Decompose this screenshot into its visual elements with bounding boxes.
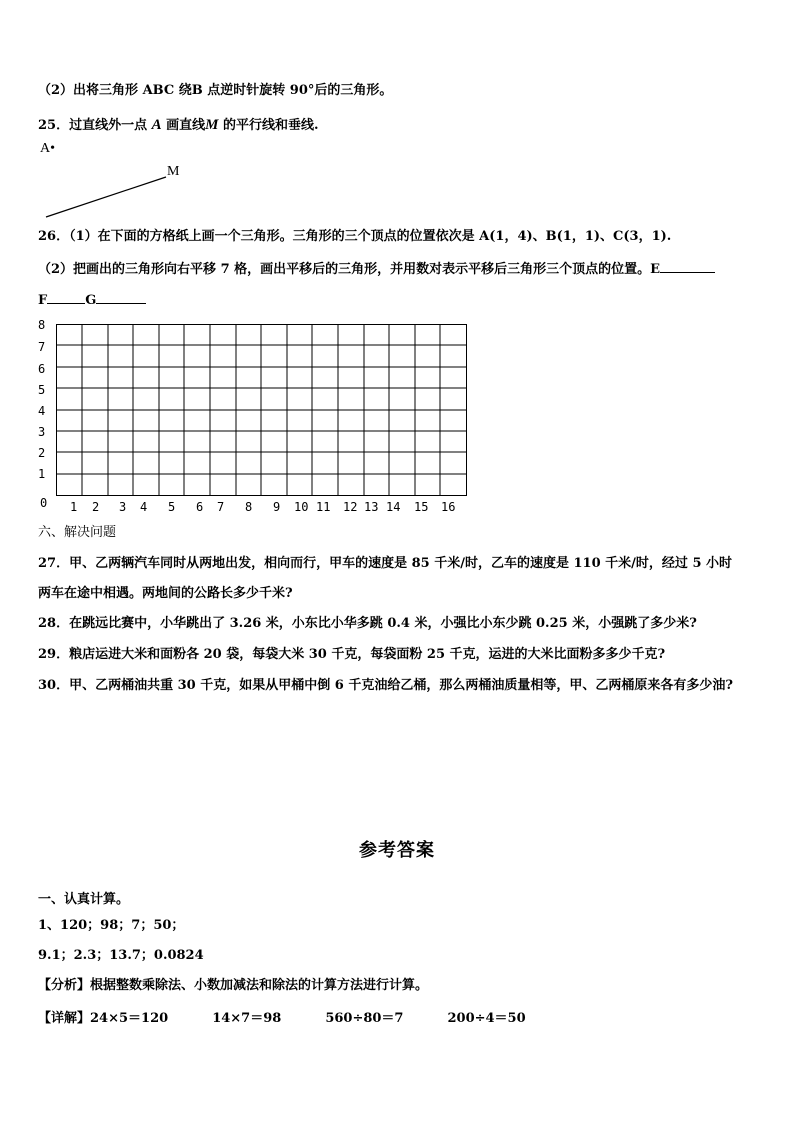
section-6-heading: 六、解决问题 [38,525,117,540]
point-a-label: A• [40,141,56,156]
x-label-12: 12 [343,500,358,514]
x-label-15: 15 [414,500,429,514]
q24-part2-text: （2）出将三角形 ABC 绕B 点逆时针旋转 90°后的三角形。 [38,83,393,98]
grid-paper[interactable] [56,324,466,495]
q26-part2-label: （2）把画出的三角形向右平移 7 格，画出平移后的三角形，并用数对表示平移后三角形三个顶点的位置。E [38,262,661,277]
detail-item: 14×7＝98 [212,1011,282,1026]
q26-blanks-fg [38,290,146,310]
q30-text: 30．甲、乙两桶油共重 30 千克，如果从甲桶中倒 6 千克油给乙桶，那么两桶油质量相等，甲、乙两桶原来各有多少油? [38,678,733,693]
detail-item: 560÷80＝7 [325,1011,404,1026]
blank-g-label: G [85,293,97,308]
answers-title: 参考答案 [359,840,435,861]
detail-item: 200÷4＝50 [447,1011,526,1026]
q25-line-m: M [205,117,219,133]
q28-text: 28．在跳远比赛中，小华跳出了 3.26 米，小东比小华多跳 0.4 米，小强比小东少跳 0.25 米，小强跳了多少米? [38,616,697,631]
answers-section1-heading: 一、认真计算。 [38,892,130,907]
detail-item: 24×5＝120 [90,1011,169,1026]
x-label-11: 11 [316,500,331,514]
q27-line2: 两车在途中相遇。两地间的公路长多少千米? [38,586,293,601]
y-label-7: 7 [38,340,46,354]
y-label-6: 6 [38,362,46,376]
x-label-16: 16 [441,500,456,514]
x-label-4: 4 [140,500,148,514]
y-label-4: 4 [38,404,46,418]
line-m-figure [0,0,794,230]
grid-lines [56,324,467,496]
x-label-8: 8 [245,500,253,514]
q27-line1: 27．甲、乙两辆汽车同时从两地出发，相向而行，甲车的速度是 85 千米/时，乙车的速度是 110 千米/时，经过 5 小时 [38,556,733,571]
origin-label: 0 [40,496,48,510]
detail-label: 【详解】 [38,1011,91,1026]
x-label-13: 13 [364,500,379,514]
x-label-14: 14 [386,500,401,514]
answer-blank-f[interactable] [47,290,85,304]
q26-part2-text [38,259,715,279]
blank-f-label: F [38,293,48,308]
q25-text-before: 过直线外一点 [69,118,152,133]
q29-text: 29．粮店运进大米和面粉各 20 袋，每袋大米 30 千克，每袋面粉 25 千克，运进的大米比面粉多多少千克? [38,647,666,662]
line-m-label: M [167,164,180,179]
q25-number: 25． [38,118,70,133]
q25-point-a: A [151,117,162,133]
x-label-7: 7 [217,500,225,514]
x-label-10: 10 [294,500,309,514]
q25-text-middle: 画直线 [161,118,206,133]
y-label-5: 5 [38,383,46,397]
y-label-2: 2 [38,446,46,460]
x-label-3: 3 [119,500,127,514]
q26-part1-text: 26．（1）在下面的方格纸上画一个三角形。三角形的三个顶点的位置依次是 A(1，4)、B(1，1)、C(3，1). [38,229,672,244]
y-label-1: 1 [38,467,46,481]
x-label-5: 5 [168,500,176,514]
answer-1-line1: 1、120；98；7；50； [38,918,185,933]
y-label-8: 8 [38,318,46,332]
q25-text-after: 的平行线和垂线. [218,118,319,133]
answer-details [38,1010,526,1028]
x-label-9: 9 [273,500,281,514]
answer-blank-e[interactable] [660,259,715,273]
answer-analysis: 【分析】根据整数乘除法、小数加减法和除法的计算方法进行计算。 [38,978,429,993]
x-label-2: 2 [92,500,100,514]
x-label-6: 6 [196,500,204,514]
y-label-3: 3 [38,425,46,439]
answer-blank-g[interactable] [96,290,146,304]
x-label-1: 1 [70,500,78,514]
answer-1-line2: 9.1；2.3；13.7；0.0824 [38,948,204,963]
